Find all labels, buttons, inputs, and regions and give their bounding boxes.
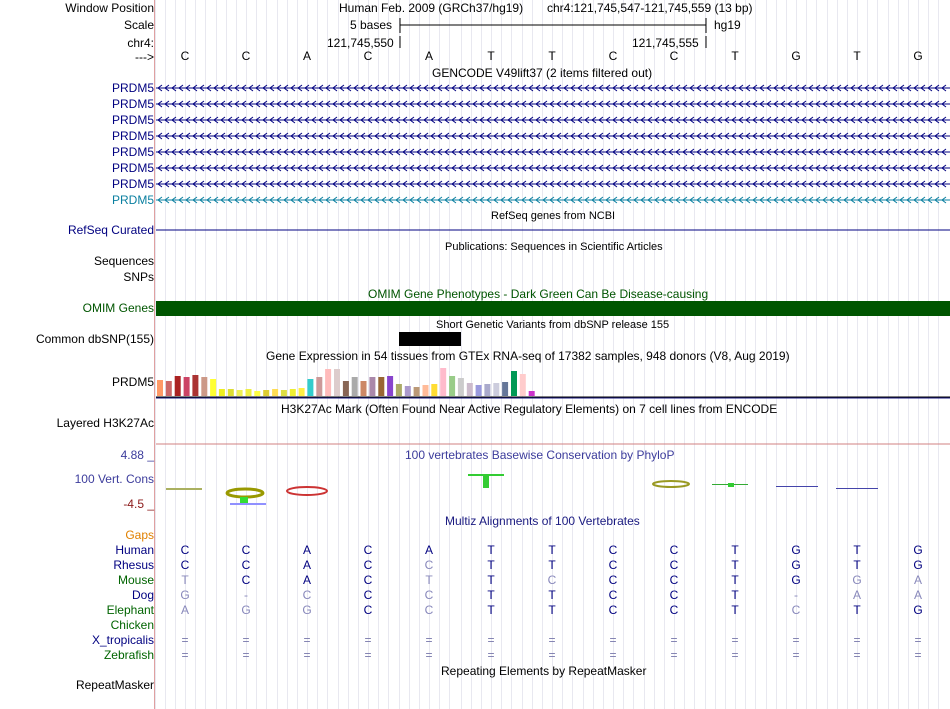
- scale-text: 5 bases: [350, 18, 393, 32]
- window-position-label: Window Position: [65, 1, 154, 15]
- phylop-score-mark: [166, 488, 202, 490]
- aligned-base: T: [548, 588, 556, 602]
- aligned-base: C: [180, 558, 190, 572]
- phylop-score-mark: [287, 487, 327, 495]
- aligned-base: C: [363, 543, 373, 557]
- gtex-tissue-bar: [502, 382, 508, 396]
- species-label[interactable]: Chicken: [110, 618, 154, 632]
- phylop-score-mark: [483, 474, 489, 488]
- aligned-base: =: [364, 648, 372, 662]
- gtex-tissue-bar: [361, 381, 367, 396]
- gencode-item-label[interactable]: PRDM5: [111, 129, 154, 143]
- gtex-tissue-bar: [520, 374, 526, 396]
- snps-label[interactable]: SNPs: [123, 270, 154, 284]
- aligned-base: C: [363, 603, 373, 617]
- aligned-base: A: [302, 558, 311, 572]
- aligned-base: =: [609, 633, 617, 647]
- gtex-tissue-bar: [334, 369, 340, 396]
- aligned-base: =: [609, 648, 617, 662]
- db-text: hg19: [714, 18, 741, 32]
- gtex-tissue-bar: [166, 381, 172, 396]
- refseq-title: RefSeq genes from NCBI: [491, 210, 616, 222]
- repeatmasker-label[interactable]: RepeatMasker: [75, 678, 154, 692]
- aligned-base: C: [608, 543, 618, 557]
- gtex-tissue-bar: [157, 380, 163, 396]
- aligned-base: T: [181, 573, 189, 587]
- gtex-tissue-bar: [325, 369, 331, 396]
- gtex-tissue-bar: [440, 368, 446, 396]
- species-label[interactable]: Elephant: [106, 603, 154, 617]
- aligned-base: T: [548, 603, 556, 617]
- gtex-tissue-bar: [192, 375, 198, 396]
- gtex-tissue-bar: [246, 389, 252, 396]
- gencode-item-label[interactable]: PRDM5: [111, 145, 154, 159]
- aligned-base: =: [242, 633, 250, 647]
- aligned-base: =: [548, 648, 556, 662]
- aligned-base: C: [608, 573, 618, 587]
- repeatmasker-title: Repeating Elements by RepeatMasker: [441, 664, 647, 678]
- aligned-base: G: [791, 558, 801, 572]
- dbsnp-label[interactable]: Common dbSNP(155): [35, 332, 154, 346]
- aligned-base: C: [669, 603, 679, 617]
- aligned-base: =: [731, 648, 739, 662]
- h3k27ac-label[interactable]: Layered H3K27Ac: [56, 416, 154, 430]
- gtex-tissue-bar: [175, 376, 181, 396]
- aligned-base: C: [608, 603, 618, 617]
- gtex-tissue-bar: [493, 383, 499, 396]
- aligned-base: A: [913, 573, 922, 587]
- aligned-base: T: [853, 558, 861, 572]
- aligned-base: T: [425, 573, 433, 587]
- omim-label[interactable]: OMIM Genes: [82, 301, 154, 315]
- gtex-tissue-bar: [484, 384, 490, 396]
- phylop-score-mark: [728, 483, 734, 487]
- dbsnp-variant: [399, 332, 461, 346]
- aligned-base: G: [302, 603, 312, 617]
- gtex-tissue-bar: [467, 383, 473, 396]
- gtex-tissue-bar: [219, 389, 225, 396]
- scale-label: Scale: [123, 18, 154, 32]
- aligned-base: T: [731, 543, 739, 557]
- gtex-tissue-bar: [237, 390, 243, 396]
- aligned-base: =: [792, 633, 800, 647]
- gtex-tissue-bar: [405, 386, 411, 396]
- gtex-tissue-bar: [228, 389, 234, 396]
- base-letter: G: [913, 49, 923, 63]
- gtex-tissue-bar: [476, 385, 482, 396]
- refseq-label[interactable]: RefSeq Curated: [67, 223, 154, 237]
- aligned-base: =: [914, 633, 922, 647]
- dbsnp-title: Short Genetic Variants from dbSNP release 155: [436, 319, 670, 331]
- aligned-base: =: [731, 633, 739, 647]
- species-label[interactable]: Rhesus: [113, 558, 154, 572]
- aligned-base: T: [487, 558, 495, 572]
- gencode-item-label[interactable]: PRDM5: [111, 97, 154, 111]
- aligned-base: =: [487, 648, 495, 662]
- omim-title: OMIM Gene Phenotypes - Dark Green Can Be Disease-causing: [368, 287, 709, 301]
- aligned-base: G: [852, 573, 862, 587]
- gtex-tissue-bar: [369, 377, 375, 396]
- aligned-base: T: [731, 573, 739, 587]
- aligned-base: =: [303, 648, 311, 662]
- aligned-base: C: [241, 558, 251, 572]
- aligned-base: T: [731, 558, 739, 572]
- gtex-tissue-bar: [529, 391, 535, 396]
- base-letter: T: [548, 49, 556, 63]
- gtex-tissue-bar: [290, 389, 296, 396]
- aligned-base: G: [241, 603, 251, 617]
- aligned-base: A: [913, 588, 922, 602]
- phylop-score-mark: [776, 486, 818, 487]
- aligned-base: C: [424, 558, 434, 572]
- aligned-base: =: [364, 633, 372, 647]
- aligned-base: G: [913, 603, 923, 617]
- aligned-base: =: [853, 648, 861, 662]
- phylop-min: -4.5 _: [123, 497, 154, 511]
- aligned-base: C: [669, 588, 679, 602]
- aligned-base: -: [244, 588, 248, 602]
- base-letter: A: [302, 49, 311, 63]
- assembly-text: Human Feb. 2009 (GRCh37/hg19): [339, 1, 524, 15]
- aligned-base: =: [303, 633, 311, 647]
- aligned-base: G: [913, 558, 923, 572]
- gtex-tissue-bar: [184, 377, 190, 396]
- gencode-item-label[interactable]: PRDM5: [111, 161, 154, 175]
- aligned-base: G: [180, 588, 190, 602]
- aligned-base: G: [913, 543, 923, 557]
- aligned-base: C: [180, 543, 190, 557]
- aligned-base: C: [608, 558, 618, 572]
- aligned-base: C: [424, 588, 434, 602]
- gtex-tissue-bar: [378, 377, 384, 396]
- aligned-base: =: [242, 648, 250, 662]
- aligned-base: =: [425, 633, 433, 647]
- gtex-tissue-bar: [431, 384, 437, 396]
- aligned-base: C: [241, 573, 251, 587]
- base-letter: T: [487, 49, 495, 63]
- gtex-tissue-bar: [254, 391, 260, 396]
- aligned-base: G: [791, 573, 801, 587]
- base-letter: C: [363, 49, 373, 63]
- species-label[interactable]: Mouse: [117, 573, 154, 587]
- aligned-base: T: [487, 603, 495, 617]
- base-letter: T: [731, 49, 739, 63]
- gtex-tissue-bar: [281, 390, 287, 396]
- aligned-base: C: [608, 588, 618, 602]
- gtex-tissue-bar: [511, 371, 517, 396]
- gtex-tissue-bar: [299, 388, 305, 396]
- phylop-score-mark: [230, 503, 266, 505]
- phylop-score-mark: [836, 488, 878, 489]
- aligned-base: =: [853, 633, 861, 647]
- aligned-base: C: [547, 573, 557, 587]
- publications-title: Publications: Sequences in Scientific Articles: [445, 241, 663, 253]
- base-letter: C: [669, 49, 679, 63]
- chrom-label: chr4:: [127, 36, 154, 50]
- aligned-base: A: [302, 573, 311, 587]
- omim-bar: [156, 301, 950, 316]
- base-letter: C: [241, 49, 251, 63]
- aligned-base: T: [853, 543, 861, 557]
- aligned-base: =: [670, 633, 678, 647]
- gencode-item-label[interactable]: PRDM5: [111, 81, 154, 95]
- gtex-tissue-bar: [263, 390, 269, 396]
- aligned-base: C: [241, 543, 251, 557]
- gtex-tissue-bar: [458, 378, 464, 396]
- phylop-label[interactable]: 100 Vert. Cons: [74, 472, 154, 486]
- h3k27ac-title: H3K27Ac Mark (Often Found Near Active Regulatory Elements) on 7 cell lines from ENCODE: [281, 402, 778, 416]
- multiz-title: Multiz Alignments of 100 Vertebrates: [445, 514, 640, 528]
- aligned-base: T: [731, 603, 739, 617]
- aligned-base: C: [669, 558, 679, 572]
- aligned-base: =: [425, 648, 433, 662]
- base-letter: T: [853, 49, 861, 63]
- phylop-score-mark: [240, 497, 248, 504]
- gtex-title: Gene Expression in 54 tissues from GTEx RNA-seq of 17382 samples, 948 donors (V8, Aug 2019): [266, 349, 790, 363]
- aligned-base: C: [669, 573, 679, 587]
- aligned-base: G: [791, 543, 801, 557]
- aligned-base: =: [914, 648, 922, 662]
- aligned-base: -: [794, 588, 798, 602]
- aligned-base: =: [487, 633, 495, 647]
- strand-label: --->: [135, 50, 154, 64]
- gencode-title: GENCODE V49lift37 (2 items filtered out): [432, 66, 653, 80]
- aligned-base: C: [302, 588, 312, 602]
- species-label[interactable]: Zebrafish: [103, 648, 154, 662]
- aligned-base: T: [548, 543, 556, 557]
- coord-left: 121,745,550: [327, 36, 394, 50]
- sequences-label[interactable]: Sequences: [93, 254, 154, 268]
- gtex-tissue-bar: [343, 381, 349, 396]
- gtex-tissue-bar: [210, 379, 216, 396]
- aligned-base: C: [363, 558, 373, 572]
- position-text[interactable]: chr4:121,745,547-121,745,559 (13 bp): [547, 1, 753, 15]
- aligned-base: A: [302, 543, 311, 557]
- gtex-tissue-bar: [396, 384, 402, 396]
- gencode-item-label[interactable]: PRDM5: [111, 193, 154, 207]
- aligned-base: C: [791, 603, 801, 617]
- phylop-title: 100 vertebrates Basewise Conservation by PhyloP: [405, 448, 675, 462]
- aligned-base: A: [424, 543, 433, 557]
- aligned-base: C: [363, 588, 373, 602]
- phylop-max: 4.88 _: [120, 448, 154, 462]
- species-label[interactable]: Human: [115, 543, 154, 557]
- gencode-item-label[interactable]: PRDM5: [111, 177, 154, 191]
- phylop-score-mark: [653, 481, 689, 487]
- gencode-item-label[interactable]: PRDM5: [111, 113, 154, 127]
- aligned-base: =: [181, 648, 189, 662]
- aligned-base: A: [180, 603, 189, 617]
- species-label[interactable]: X_tropicalis: [91, 633, 154, 647]
- gtex-tissue-bar: [307, 379, 313, 396]
- gtex-label[interactable]: PRDM5: [111, 375, 154, 389]
- gaps-label[interactable]: Gaps: [125, 528, 154, 542]
- gtex-tissue-bar: [449, 376, 455, 396]
- aligned-base: T: [853, 603, 861, 617]
- gtex-tissue-bar: [387, 376, 393, 396]
- aligned-base: T: [487, 573, 495, 587]
- aligned-base: T: [731, 588, 739, 602]
- aligned-base: =: [670, 648, 678, 662]
- phylop-score-mark: [227, 489, 263, 497]
- base-letter: C: [180, 49, 190, 63]
- gtex-tissue-bar: [414, 387, 420, 396]
- aligned-base: C: [669, 543, 679, 557]
- gtex-tissue-bar: [352, 377, 358, 396]
- coord-right: 121,745,555: [632, 36, 699, 50]
- gtex-tissue-bar: [272, 389, 278, 396]
- aligned-base: T: [548, 558, 556, 572]
- gtex-tissue-bar: [423, 385, 429, 396]
- base-letter: A: [424, 49, 433, 63]
- gtex-tissue-bar: [201, 377, 207, 396]
- aligned-base: C: [363, 573, 373, 587]
- aligned-base: T: [487, 588, 495, 602]
- base-letter: C: [608, 49, 618, 63]
- aligned-base: A: [852, 588, 861, 602]
- aligned-base: =: [792, 648, 800, 662]
- aligned-base: =: [181, 633, 189, 647]
- aligned-base: T: [487, 543, 495, 557]
- aligned-base: C: [424, 603, 434, 617]
- gtex-tissue-bar: [316, 377, 322, 396]
- base-letter: G: [791, 49, 801, 63]
- species-label[interactable]: Dog: [131, 588, 154, 602]
- aligned-base: =: [548, 633, 556, 647]
